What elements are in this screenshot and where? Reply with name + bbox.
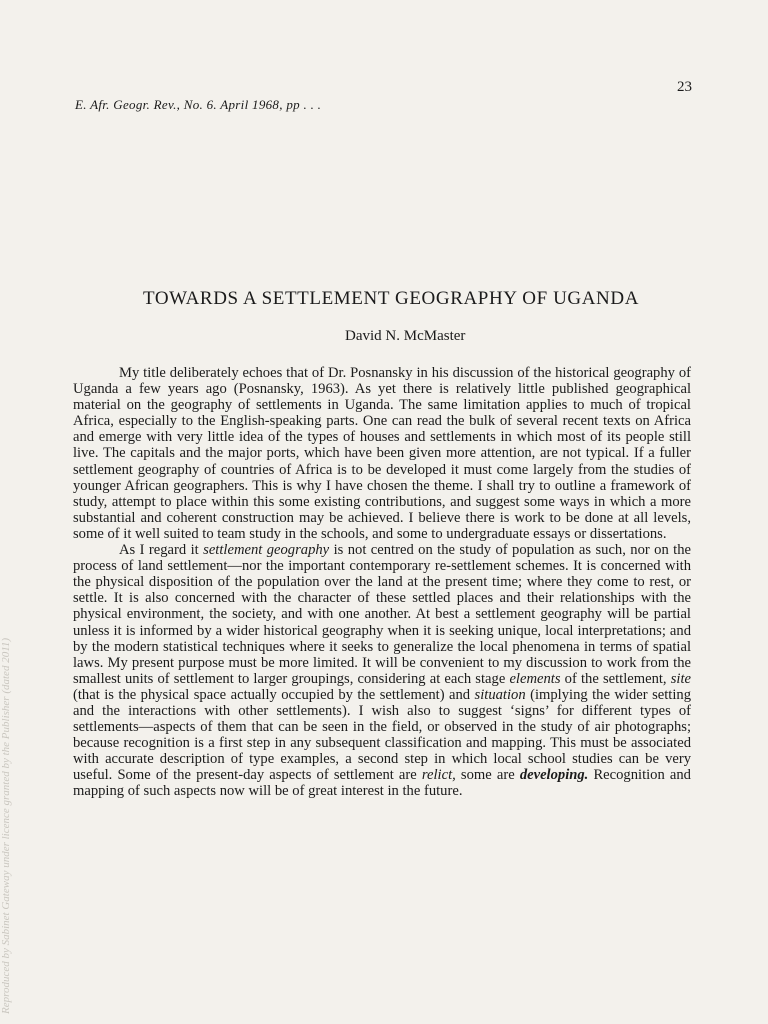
paragraph-2-text: Recognition and mapping of such aspects now will be of great interest in the future. <box>73 767 691 800</box>
term-elements: elements <box>509 670 561 687</box>
paragraph-1: My title deliberately echoes that of Dr. Posnansky in his discussion of the historical geography of Uganda a few years ago (Posnansky, 1963). As yet there is relatively little published geographical material on the geography of settlements in Uganda. The same limitation applies to much of tropical Africa, especially to the English-speaking parts. One can read the bulk of several recent texts on Africa and emerge with very little idea of the types of houses and settlements in which most of its people still live. The capitals and the major ports, which have been given more attention, are not typical. If a fuller settlement geography of countries of Africa is to be developed it must come largely from the studies of younger African geographers. This is why I have chosen the theme. I shall try to outline a framework of study, attempt to place within this some existing contributions, and suggest some ways in which a more substantial and coherent construction may be achieved. I believe there is work to be done at all levels, some of it well suited to team study in the schools, and some to undergraduate essays or dissertations. <box>73 365 691 542</box>
paragraph-2-text: As I regard it <box>119 542 204 559</box>
paragraph-2-text: (implying the wider setting and the interactions with other settlements). I wish also to suggest ‘signs’ for different types of settlements—aspects of them that can be seen in the field, or observed in the study of air photographs; because recognition is a first step in any subsequent classification and mapping. This must be associated with accurate description of type examples, a second step in which local school studies can be very useful. Some of the present-day aspects of settlement are <box>73 686 691 784</box>
term-relict: relict, <box>421 767 456 784</box>
article-author: David N. McMaster <box>345 328 466 344</box>
term-developing <box>520 767 589 783</box>
publisher-watermark: Reproduced by Sabinet Gateway under licence granted by the Publisher (dated 2011) <box>0 637 12 1014</box>
term-developing-text: developing. <box>519 767 589 784</box>
term-settlement-geography: settlement geography <box>203 542 330 559</box>
paragraph-2-text: is not centred on the study of population as such, nor on the process of land settlement—nor the important contemporary re-settlement schemes. It is concerned with the physical disposition of the population over the land at the present time; where they come to rest, or settle. It is also concerned with the character of these settled places and their relationships with the physical environment, the society, and with one another. At best a settlement geography will be partial unless it is informed by a wider historical geography when it is seeking unique, local interpretations; and by the modern statistical techniques where it seeks to generalize the local phenomena in terms of spatial laws. My present purpose must be more limited. It will be convenient to my discussion to work from the smallest units of settlement to larger groupings, considering at each stage <box>73 542 691 687</box>
article-title: TOWARDS A SETTLEMENT GEOGRAPHY OF UGANDA <box>142 288 640 309</box>
paragraph-2 <box>73 542 691 800</box>
paragraph-2-text: of the settlement, <box>560 670 671 687</box>
paragraph-2-text: some are <box>455 767 520 784</box>
journal-citation: E. Afr. Geogr. Rev., No. 6. April 1968, pp . . . <box>75 97 322 112</box>
paragraph-2-text: (that is the physical space actually occupied by the settlement) and <box>73 686 475 703</box>
page-number: 23 <box>677 79 692 95</box>
term-site: site <box>670 670 691 687</box>
article-body <box>73 365 691 800</box>
term-situation: situation <box>474 686 526 703</box>
